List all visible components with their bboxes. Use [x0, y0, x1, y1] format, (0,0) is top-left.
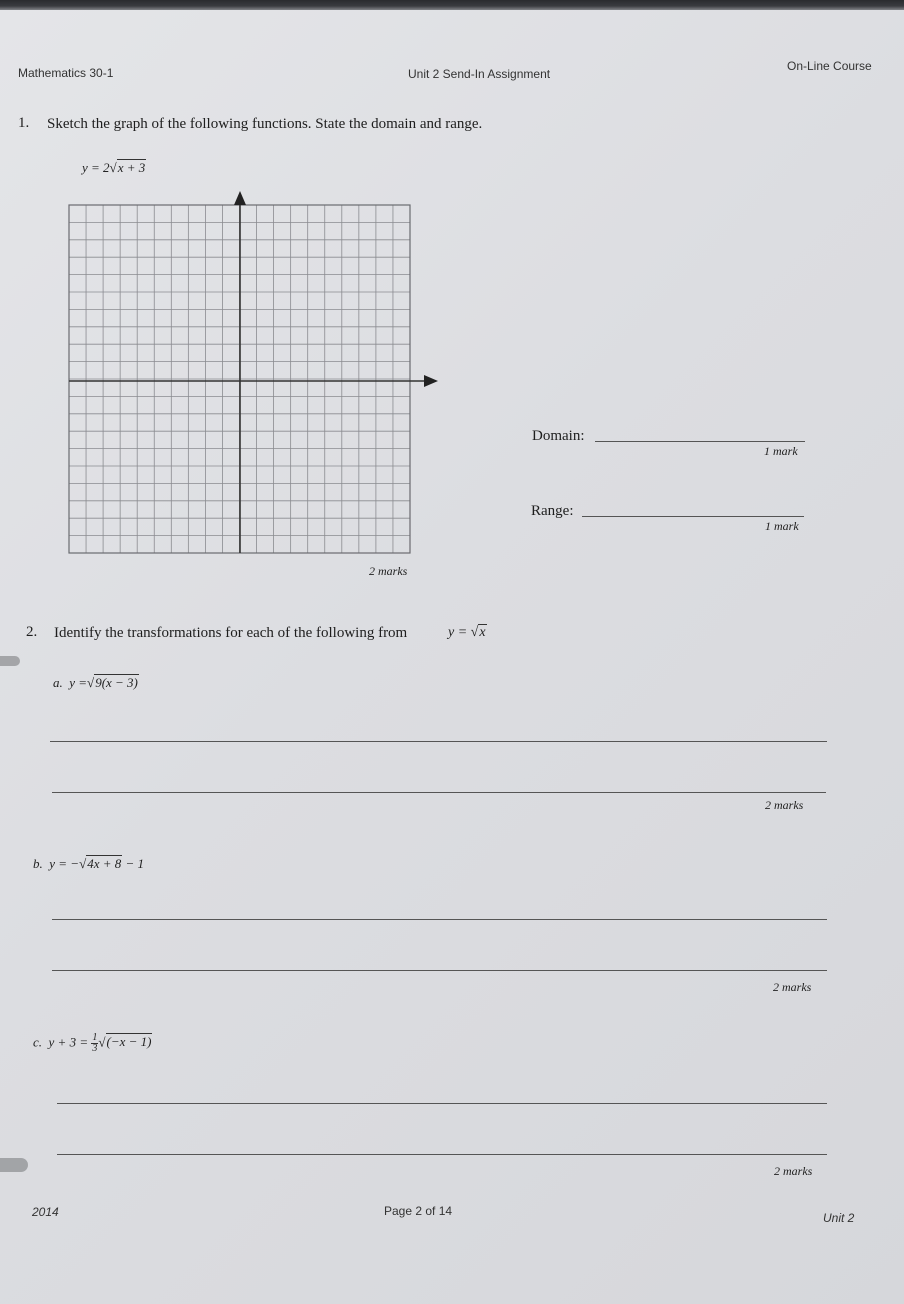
range-answer-line[interactable]	[582, 516, 804, 517]
sqrt-sign: √	[98, 1034, 106, 1050]
q2b-lhs: y = −	[49, 856, 80, 871]
domain-marks: 1 mark	[764, 444, 798, 458]
q2c-answer-line-2[interactable]	[57, 1154, 827, 1155]
q2a-letter: a.	[53, 675, 63, 690]
worksheet-page	[0, 10, 904, 1304]
q2-prompt: Identify the transformations for each of the following from	[54, 625, 408, 641]
q2-base-function	[448, 625, 487, 641]
q2c-frac-den: 3	[92, 1043, 98, 1054]
domain-label: Domain:	[532, 428, 585, 444]
x-axis-arrow-icon	[424, 375, 438, 387]
q2b-answer-line-2[interactable]	[52, 970, 827, 971]
sqrt-sign: √	[79, 856, 87, 871]
q2c-radicand: (−x − 1)	[106, 1034, 152, 1050]
q2b-radicand: 4x + 8	[87, 856, 122, 871]
q2b-answer-line-1[interactable]	[52, 919, 827, 920]
footer-page-number: Page 2 of 14	[384, 1204, 453, 1218]
q1-equation-radicand: x + 3	[117, 160, 146, 175]
q2a-radicand: 9(x − 3)	[95, 675, 138, 690]
q1-prompt: Sketch the graph of the following functions. State the domain and range.	[47, 116, 483, 132]
q1-number: 1.	[18, 115, 30, 131]
q2-base-radicand: x	[479, 625, 486, 640]
q2b-letter: b.	[33, 856, 43, 871]
q1-graph-marks: 2 marks	[369, 564, 408, 578]
q2c-letter: c.	[33, 1034, 43, 1050]
footer-year: 2014	[32, 1205, 59, 1219]
footer-unit: Unit 2	[823, 1211, 855, 1225]
q2b-marks: 2 marks	[773, 980, 812, 994]
q2a-answer-line-1[interactable]	[50, 741, 827, 742]
q2b-equation	[33, 856, 144, 872]
q2a-lhs: y =	[69, 675, 88, 690]
course-type: On-Line Course	[787, 59, 872, 73]
q1-equation-lhs: y = 2	[82, 160, 110, 175]
range-label: Range:	[531, 503, 574, 519]
range-marks: 1 mark	[765, 519, 799, 533]
sqrt-sign: √	[87, 675, 95, 690]
coordinate-grid[interactable]	[60, 185, 450, 565]
domain-answer-line[interactable]	[595, 441, 805, 442]
binder-hole-shadow	[0, 656, 20, 666]
q2c-frac-num: 1	[92, 1032, 98, 1043]
q2c-lhs: y + 3 =	[48, 1034, 89, 1050]
sqrt-sign: √	[109, 160, 117, 175]
q2c-answer-line-1[interactable]	[57, 1103, 827, 1104]
q2c-equation	[33, 1033, 152, 1054]
q2a-equation	[53, 675, 139, 691]
q2a-marks: 2 marks	[765, 798, 804, 812]
q2-number: 2.	[26, 624, 38, 640]
sqrt-sign: √	[470, 625, 479, 640]
q2-base-lhs: y =	[448, 625, 471, 640]
q1-equation	[82, 160, 146, 176]
binder-hole-shadow	[0, 1158, 28, 1172]
course-title: Mathematics 30-1	[18, 66, 114, 80]
q2a-answer-line-2[interactable]	[52, 792, 826, 793]
assignment-title: Unit 2 Send-In Assignment	[408, 67, 551, 81]
q2c-marks: 2 marks	[774, 1164, 813, 1178]
q2b-tail: − 1	[122, 856, 145, 871]
y-axis-arrow-icon	[234, 191, 246, 205]
